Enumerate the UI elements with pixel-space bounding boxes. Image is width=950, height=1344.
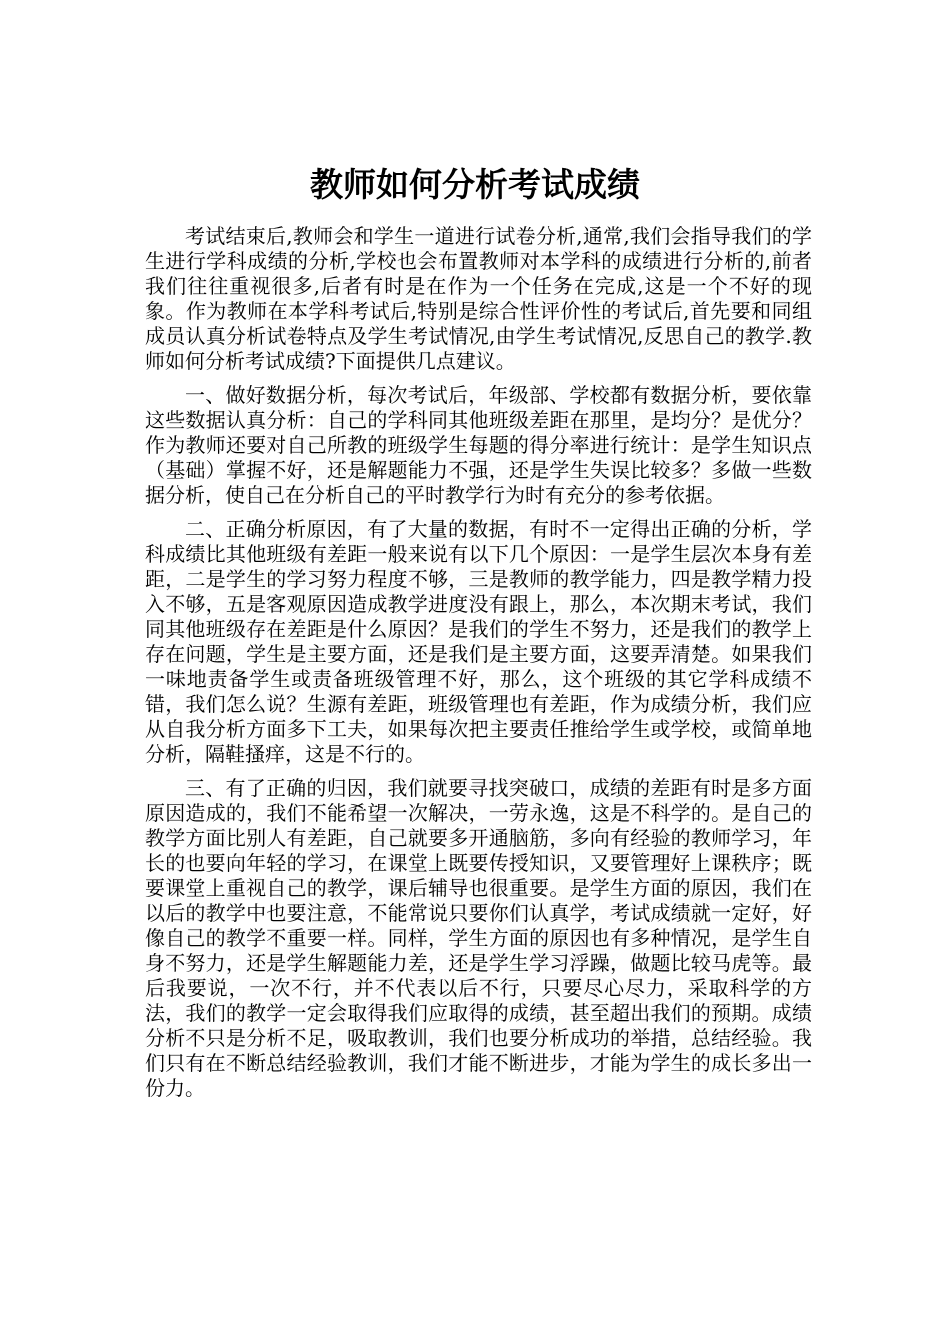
document-body [145,224,812,1110]
document-title: 教师如何分析考试成绩 [310,165,640,204]
paragraph-cause-analysis: 二、正确分析原因，有了大量的数据，有时不一定得出正确的分析，学科成绩比其他班级有差距一般来说有以下几个原因：一是学生层次本身有差距，二是学生的学习努力程度不够，三是教师的教学能力，四是教学精力投入不够，五是客观原因造成教学进度没有跟上，那么，本次期末考试，我们同其他班级存在差距是什么原因？是我们的学生不努力，还是我们的教学上存在问题，学生是主要方面，还是我们是主要方面，这要弄清楚。如果我们一味地责备学生或责备班级管理不好，那么，这个班级的其它学科成绩不错，我们怎么说？生源有差距，班级管理也有差距，作为成绩分析，我们应从自我分析方面多下工夫，如果每次把主要责任推给学生或学校，或简单地分析，隔鞋搔痒，这是不行的。 [145,517,812,766]
paragraph-breakthrough: 三、有了正确的归因，我们就要寻找突破口，成绩的差距有时是多方面原因造成的，我们不能希望一次解决，一劳永逸，这是不科学的。是自己的教学方面比别人有差距，自己就要多开通脑筋，多向有经验的教师学习，年长的也要向年轻的学习，在课堂上既要传授知识，又要管理好上课秩序；既要课堂上重视自己的教学，课后辅导也很重要。是学生方面的原因，我们在以后的教学中也要注意，不能常说只要你们认真学，考试成绩就一定好，好像自己的教学不重要一样。同样，学生方面的原因也有多种情况，是学生自身不努力，还是学生解题能力差，还是学生学习浮躁，做题比较马虎等。最后我要说，一次不行，并不代表以后不行，只要尽心尽力，采取科学的方法，我们的教学一定会取得我们应取得的成绩，甚至超出我们的预期。成绩分析不只是分析不足，吸取教训，我们也要分析成功的举措，总结经验。我们只有在不断总结经验教训，我们才能不断进步，才能为学生的成长多出一份力。 [145,776,812,1100]
paragraph-intro: 考试结束后,教师会和学生一道进行试卷分析,通常,我们会指导我们的学生进行学科成绩的分析,学校也会布置教师对本学科的成绩进行分析的,前者我们往往重视很多,后者有时是在作为一个任务在完成,这是一个不好的现象。作为教师在本学科考试后,特别是综合性评价性的考试后,首先要和同组成员认真分析试卷特点及学生考试情况,由学生考试情况,反思自己的教学.教师如何分析考试成绩?下面提供几点建议。 [145,224,812,373]
paragraph-data-analysis: 一、做好数据分析，每次考试后，年级部、学校都有数据分析，要依靠这些数据认真分析：自己的学科同其他班级差距在那里，是均分？是优分？作为教师还要对自己所教的班级学生每题的得分率进行统计：是学生知识点（基础）掌握不好，还是解题能力不强，还是学生失误比较多？多做一些数据分析，使自己在分析自己的平时教学行为时有充分的参考依据。 [145,383,812,507]
